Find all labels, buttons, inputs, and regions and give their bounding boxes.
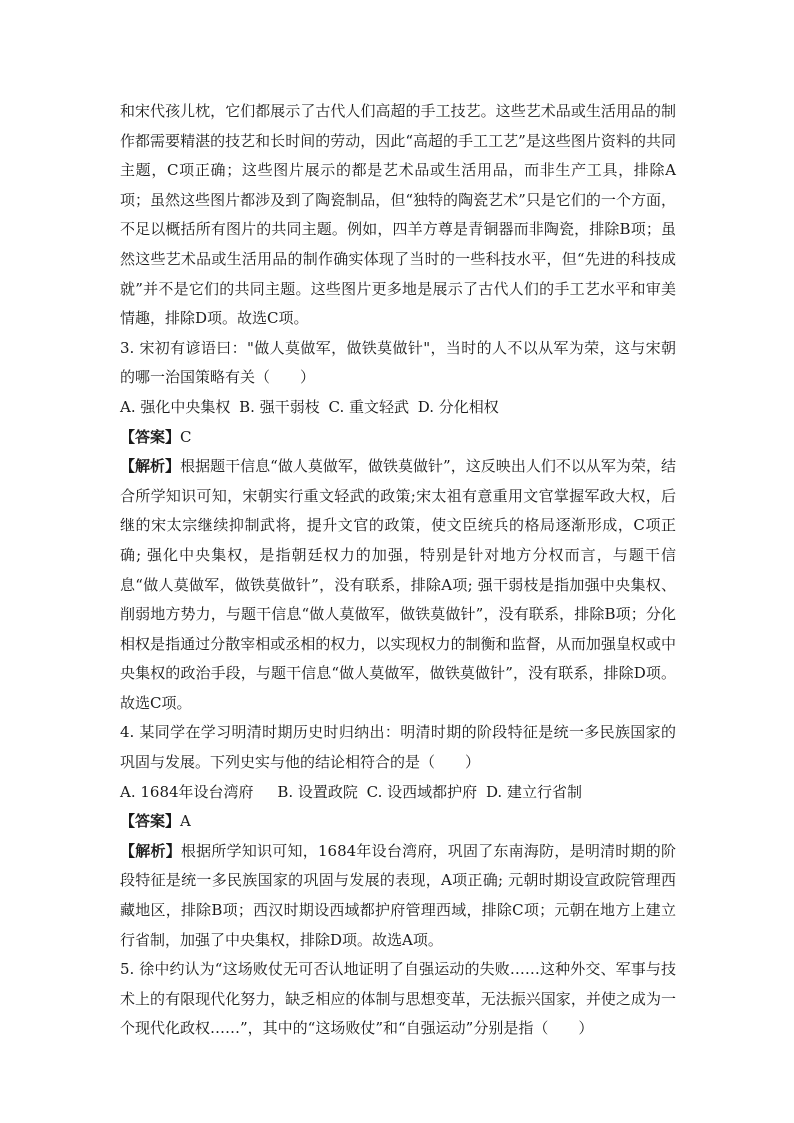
question-3-analysis — [120, 452, 676, 718]
answer-label: 【答案】 — [120, 812, 181, 831]
option-a: A. 强化中央集权 — [120, 397, 231, 416]
question-4-analysis — [120, 837, 676, 955]
option-c: C. 重文轻武 — [328, 397, 409, 416]
question-5-stem: 5. 徐中约认为“这场败仗无可否认地证明了自强运动的失败……这种外交、军事与技术上的有限现代化努力，缺乏相应的体制与思想变革，无法振兴国家，并使之成为一个现代化政权……”，其中的“这场败仗”和“自强运动”分别是指（ ） — [120, 960, 676, 1038]
option-a: A. 1684年设台湾府 — [120, 782, 269, 801]
answer-value: A — [180, 812, 191, 831]
analysis-label: 【解析】 — [120, 841, 181, 860]
question-4-options — [120, 778, 676, 808]
answer-label: 【答案】 — [120, 427, 181, 446]
question-4-answer — [120, 807, 676, 837]
option-d: D. 建立行省制 — [485, 782, 582, 801]
document-body — [120, 97, 676, 1044]
question-3-options — [120, 393, 676, 423]
question-4-stem: 4. 某同学在学习明清时期历史时归纳出：明清时期的阶段特征是统一多民族国家的巩固与发展。下列史实与他的结论相符合的是（ ） — [120, 723, 676, 772]
question-3-answer — [120, 423, 676, 453]
analysis-text: 根据所学知识可知，1684年设台湾府，巩固了东南海防，是明清时期的阶段特征是统一多民族国家的巩固与发展的表现，A项正确; 元朝时期设宣政院管理西藏地区，排除B项；西汉时期设西域都护府管理西域，排除C项；元朝在地方上建立行省制，加强了中央集权，排除D项。故选A项。 — [120, 841, 676, 949]
answer-value: C — [180, 427, 192, 446]
option-c: C. 设西域都护府 — [366, 782, 478, 801]
analysis-text: 根据题干信息“做人莫做军，做铁莫做针”，这反映出人们不以从军为荣，结合所学知识可知，宋朝实行重文轻武的政策;宋太祖有意重用文官掌握军政大权，后继的宋太宗继续抑制武将，提升文官的政策，使文臣统兵的格局逐渐形成，C项正确; 强化中央集权，是指朝廷权力的加强，特别是针对地方分权而言，与题干信息“做人莫做军，做铁莫做针”，没有联系，排除A项; 强干弱枝是指加强中央集权、削弱地方势力，与题干信息“做人莫做军，做铁莫做针”，没有联系，排除B项；分化相权是指通过分散宰相或丞相的权力，以实现权力的制衡和监督，从而加强皇权或中央集权的政治手段，与题干信息“做人莫做军，做铁莫做针”，没有联系，排除D项。故选C项。 — [120, 457, 676, 712]
option-b: B. 强干弱枝 — [239, 397, 320, 416]
option-d: D. 分化相权 — [417, 397, 499, 416]
question-3-stem: 3. 宋初有谚语曰："做人莫做军，做铁莫做针"，当时的人不以从军为荣，这与宋朝的哪一治国策略有关（ ） — [120, 338, 676, 387]
option-b: B. 设置政院 — [277, 782, 358, 801]
analysis-label: 【解析】 — [120, 457, 181, 476]
continuation-paragraph: 和宋代孩儿枕，它们都展示了古代人们高超的手工技艺。这些艺术品或生活用品的制作都需要精湛的技艺和长时间的劳动，因此“高超的手工工艺”是这些图片资料的共同主题，C项正确；这些图片展示的都是艺术品或生活用品，而非生产工具，排除A项；虽然这些图片都涉及到了陶瓷制品，但“独特的陶瓷艺术”只是它们的一个方面，不足以概括所有图片的共同主题。例如，四羊方尊是青铜器而非陶瓷，排除B项；虽然这些艺术品或生活用品的制作确实体现了当时的一些科技水平，但“先进的科技成就”并不是它们的共同主题。这些图片更多地是展示了古代人们的手工艺水平和审美情趣，排除D项。故选C项。 — [120, 102, 676, 328]
